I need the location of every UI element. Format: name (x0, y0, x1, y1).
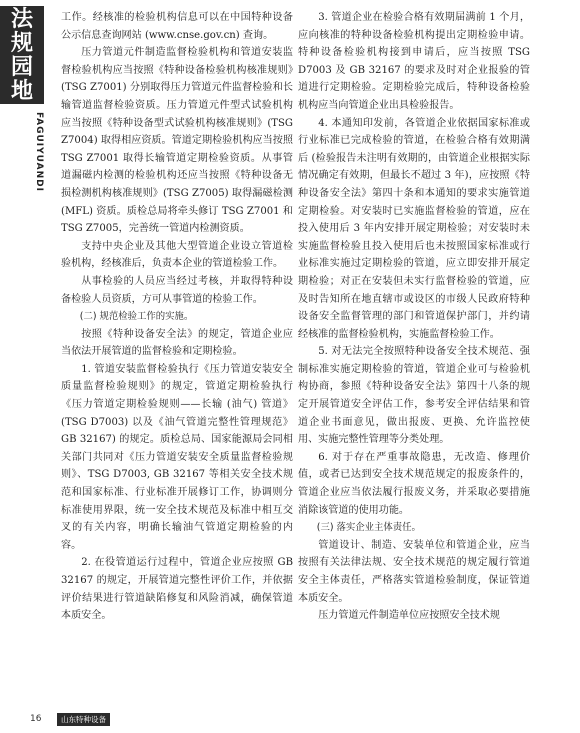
paragraph: 管道设计、制造、安装单位和管道企业，应当按照有关法律法规、安全技术规范的规定履行管道安全主体责任，严格落实管道检验制度，保证管道本质安全。 (298, 539, 530, 604)
paragraph: 3. 管道企业在检验合格有效期届满前 1 个月，应向核准的特种设备检验机构提出定期检验申请。特种设备检验机构接到申请后，应当按照 TSG D7003 及 GB 32167 的要求及时对企业报验的管道进行定期检验。定期检验完成后，特种设备检验机构应当向管道企业出具检验报告。 (298, 12, 530, 111)
paragraph: 工作。经核准的检验机构信息可以在中国特种设备公示信息查询网站 (www.cnse.gov.cn) 查询。 (61, 12, 293, 41)
left-column (61, 9, 293, 625)
section-tab (0, 6, 44, 104)
paragraph: 6. 对于存在严重事故隐患，无改造、修理价值，或者已达到安全技术规范规定的报废条件的，管道企业应当依法履行报废义务，并采取必要措施消除该管道的使用功能。 (298, 451, 530, 516)
subheading: (二) 规范检验工作的实施。 (79, 311, 194, 323)
paragraph: 1. 管道安装监督检验执行《压力管道安装安全质量监督检验规则》的规定，管道定期检验执行《压力管道定期检验规则——长输 (油气) 管道》(TSG D7003) 以及《油气管道完整性管理规范》GB 32167) 的规定。质检总局、国家能源局会同相关部门共同对《压力管道安装安全质量监督检验规则》、TSG D7003, GB 32167 等相关安全技术规范和国家标准、行业标准开展修订工作，协调则分标准使用界限，统一安全技术规范及标准中相互交叉的有关内容，明确长输油气管道定期检验的内容。 (61, 363, 293, 551)
subheading: (三) 落实企业主体责任。 (316, 522, 421, 534)
paragraph: 5. 对无法完全按照特种设备安全技术规范、强制标准实施定期检验的管道，管道企业可与检验机构协商，参照《特种设备安全法》第四十八条的规定开展管道安全评估工作，参考安全评估结果和管道企业书面意见，做出报废、更换、允许监控使用、实施完整性管理等分类处理。 (298, 346, 530, 446)
paragraph: 从事检验的人员应当经过考核，并取得特种设备检验人员资质，方可从事管道的检验工作。 (61, 275, 293, 305)
section-title-en: FAGUIYUANDI (34, 112, 44, 192)
page-number: 16 (30, 714, 42, 724)
paragraph: 4. 本通知印发前，各管道企业依据国家标准或行业标准已完成检验的管道，在检验合格有效期满后 (检验报告未注明有效期的，由管道企业根据实际情况确定有效期，但最长不超过 3 年)，应按照《特种设备安全法》第四十条和本通知的要求实施管道定期检验。对安装时已实施监督检验的管道，应在投入使用后 3 年内安排开展定期检验；对安装时未实施监督检验且投入使用后也未按照国家标准或行业标准实施过定期检验的管道，应立即安排开展定期检验；对正在安装但未实行监督检验的管道，应及时告知所在地直辖市或设区的市级人民政府特种设备安全监督管理的部门和管道保护部门，并约请经核准的监督检验机构，实施监督检验工作。 (298, 117, 530, 340)
right-column (298, 9, 530, 625)
paragraph: 2. 在役管道运行过程中，管道企业应按照 GB 32167 的规定，开展管道完整性评价工作，并依据评价结果进行管道缺陷修复和风险消减，确保管道本质安全。 (61, 557, 293, 622)
paragraph: 按照《特种设备安全法》的规定，管道企业应当依法开展管道的监督检验和定期检验。 (61, 328, 293, 358)
paragraph: 支持中央企业及其他大型管道企业设立管道检验机构，经核准后，负责本企业的管道检验工作。 (61, 240, 293, 270)
page-footer (0, 707, 580, 733)
paragraph: 压力管道元件制造单位应按照安全技术规 (318, 610, 500, 622)
paragraph: 压力管道元件制造监督检验机构和管道安装监督检验机构应当按照《特种设备检验机构核准规则》(TSG Z7001) 分别取得压力管道元件监督检验和长输管道监督检验资质。压力管道元件型式试验机构应当按照《特种设备型式试验机构核准规则》(TSG Z7004) 取得相应资质。管道定期检验机构应当按照 TSG Z7001 取得长输管道定期检验资质。从事管道漏磁内检测的检验机构还应当按照《特种设备无损检测机构核准规则》(TSG Z7005) 取得漏磁检测 (MFL) 资质。质检总局将牵头修订 TSG Z7001 和 TSG Z7005，完善统一管道内检测资质。 (61, 47, 293, 235)
magazine-name: 山东特种设备 (57, 713, 110, 726)
section-title-cn: 法规园地 (10, 7, 33, 104)
